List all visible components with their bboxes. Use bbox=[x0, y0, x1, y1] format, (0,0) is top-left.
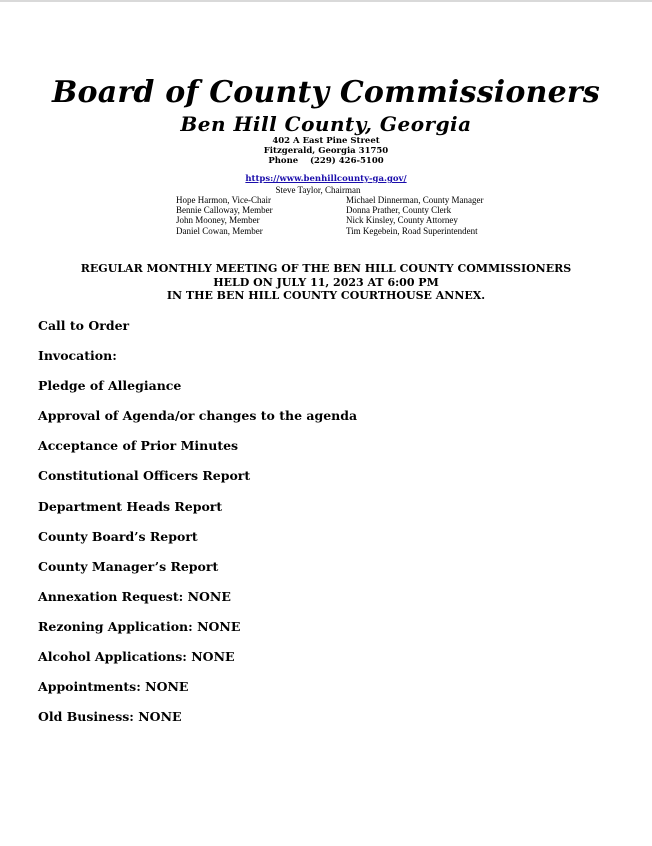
agenda-item: County Board’s Report bbox=[38, 528, 198, 544]
official-name: Hope Harmon, Vice-Chair bbox=[176, 195, 272, 205]
official-name: Michael Dinnerman, County Manager bbox=[346, 195, 484, 205]
agenda-item: Old Business: NONE bbox=[38, 709, 182, 725]
agenda-item: Rezoning Application: NONE bbox=[38, 618, 241, 634]
meeting-date: HELD ON JULY 11, 2023 AT 6:00 PM bbox=[213, 275, 439, 289]
agenda-item: Department Heads Report bbox=[38, 498, 223, 514]
phone-number: Phone (229) 426-5100 bbox=[268, 156, 384, 166]
letterhead bbox=[0, 74, 652, 185]
agenda-item: Appointments: NONE bbox=[38, 679, 189, 695]
official-name: Bennie Calloway, Member bbox=[176, 205, 273, 216]
commissioners-list bbox=[176, 195, 273, 236]
staff-list bbox=[346, 195, 483, 236]
meeting-location: IN THE BEN HILL COUNTY COURTHOUSE ANNEX. bbox=[166, 289, 486, 302]
agenda-item: Call to Order bbox=[38, 318, 130, 333]
agenda-item: Approval of Agenda/or changes to the agenda bbox=[38, 408, 358, 424]
official-name: Nick Kinsley, County Attorney bbox=[346, 215, 458, 226]
meeting-title: REGULAR MONTHLY MEETING OF THE BEN HILL COUNTY COMMISSIONERS bbox=[80, 262, 572, 275]
agenda-item: Constitutional Officers Report bbox=[38, 468, 251, 484]
city-address: Fitzgerald, Georgia 31750 bbox=[263, 146, 389, 156]
board-title: Board of County Commissioners bbox=[52, 75, 600, 110]
agenda-item: Alcohol Applications: NONE bbox=[38, 649, 235, 665]
website-link[interactable]: https://www.benhillcounty-ga.gov/ bbox=[245, 174, 407, 184]
agenda-item: County Manager’s Report bbox=[38, 558, 219, 574]
street-address: 402 A East Pine Street bbox=[272, 136, 380, 146]
county-subtitle: Ben Hill County, Georgia bbox=[180, 112, 472, 136]
agenda-list bbox=[38, 318, 357, 739]
page-top-border bbox=[0, 0, 652, 2]
agenda-item: Annexation Request: NONE bbox=[38, 588, 231, 604]
agenda-item: Pledge of Allegiance bbox=[38, 378, 182, 394]
meeting-heading bbox=[0, 262, 652, 303]
agenda-item: Invocation: bbox=[38, 348, 117, 364]
official-name: Donna Prather, County Clerk bbox=[346, 205, 452, 216]
official-name: Daniel Cowan, Member bbox=[176, 225, 263, 236]
official-name: John Mooney, Member bbox=[176, 215, 260, 226]
agenda-item: Acceptance of Prior Minutes bbox=[38, 438, 239, 454]
official-name: Tim Kegebein, Road Superintendent bbox=[346, 225, 478, 236]
chairman-name: Steve Taylor, Chairman bbox=[275, 185, 361, 195]
